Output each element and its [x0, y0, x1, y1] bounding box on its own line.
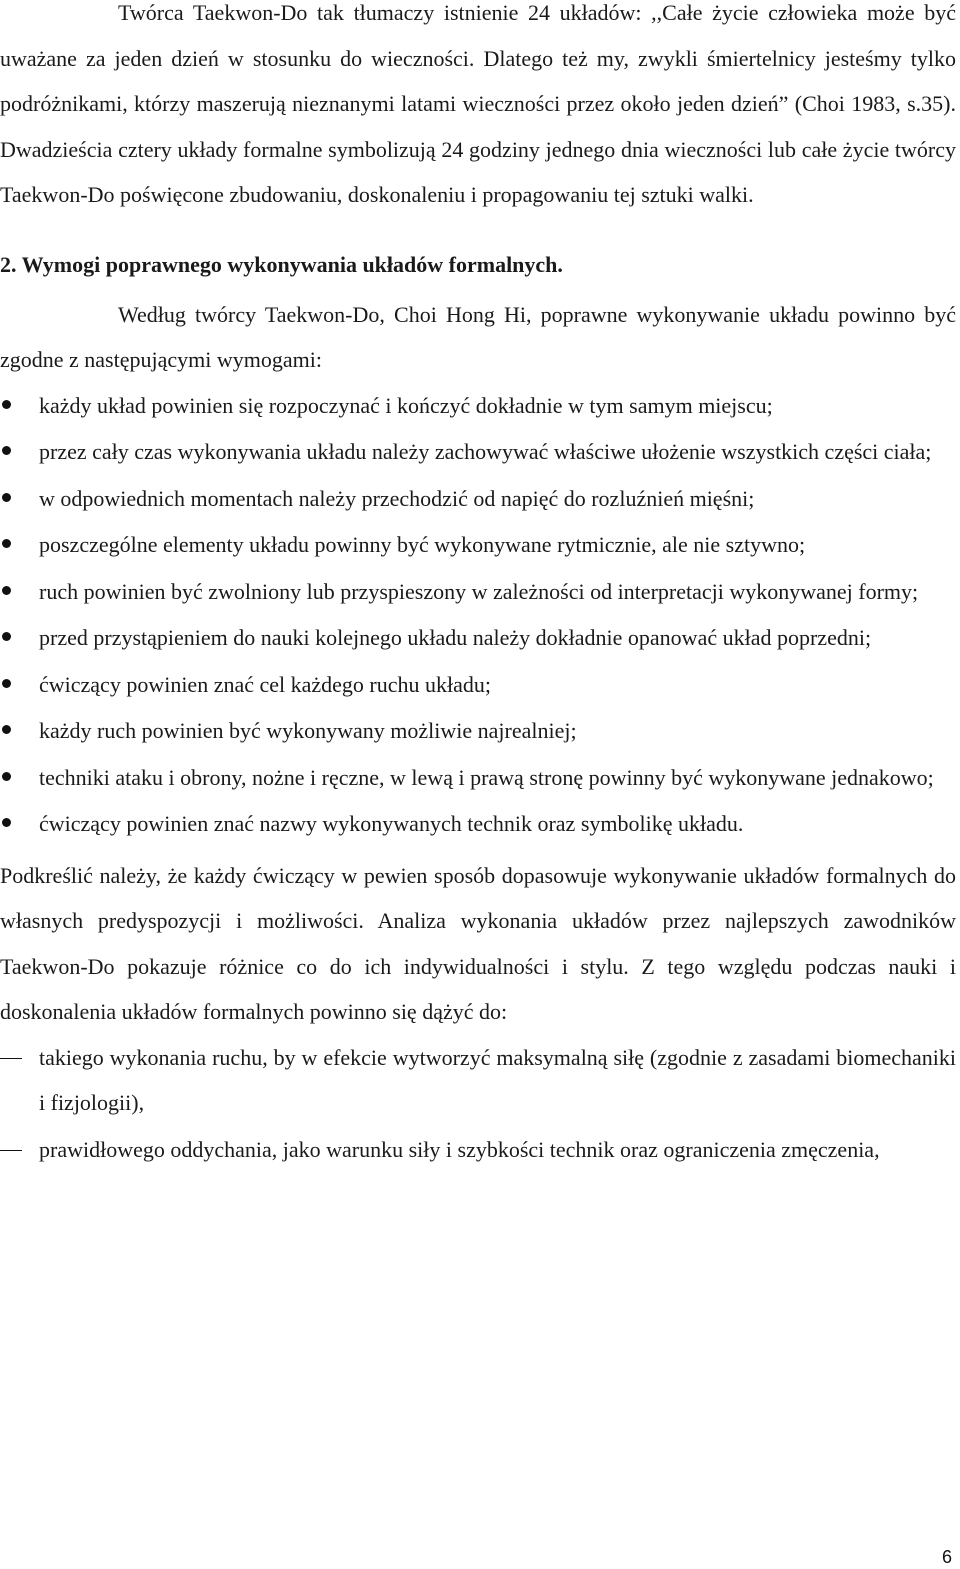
- list-item: [0, 522, 956, 568]
- list-item: [0, 615, 956, 661]
- bullet-icon: [2, 400, 11, 409]
- dash-icon: [0, 1150, 22, 1152]
- list-item-text: ćwiczący powinien znać cel każdego ruchu układu;: [39, 671, 492, 697]
- list-item-text: każdy układ powinien się rozpoczynać i kończyć dokładnie w tym samym miejscu;: [39, 392, 773, 418]
- section-heading: 2. Wymogi poprawnego wykonywania układów formalnych.: [0, 251, 563, 277]
- bullet-icon: [2, 679, 11, 688]
- bullet-icon: [2, 493, 11, 502]
- list-item-text: ćwiczący powinien znać nazwy wykonywanych technik oraz symbolikę układu.: [39, 811, 744, 836]
- bullet-icon: [2, 446, 11, 455]
- list-item: [0, 662, 956, 708]
- list-item: [0, 429, 956, 475]
- list-item-text: techniki ataku i obrony, nożne i ręczne, w lewą i prawą stronę powinny być wykonywane jednakowo;: [39, 764, 934, 790]
- dash-icon: [0, 1058, 22, 1060]
- list-item: [0, 569, 956, 615]
- bullet-icon: [2, 772, 11, 781]
- bullet-icon: [2, 818, 11, 827]
- bullet-icon: [2, 632, 11, 641]
- requirements-list: [0, 383, 956, 847]
- page-number: 6: [941, 1547, 952, 1567]
- list-item: [0, 383, 956, 429]
- paragraph-requirements: Według twórcy Taekwon-Do, Choi Hong Hi, poprawne wykonywanie układu powinno być zgodne z następującymi wymogami:: [0, 301, 956, 372]
- goals-list: [0, 1035, 956, 1173]
- list-item: [0, 476, 956, 522]
- bullet-icon: [2, 586, 11, 595]
- list-item-text: w odpowiednich momentach należy przechodzić od napięć do rozluźnień mięśni;: [39, 485, 755, 511]
- list-item-text: każdy ruch powinien być wykonywany możliwie najrealniej;: [39, 718, 577, 743]
- list-item: [0, 1035, 956, 1126]
- paragraph-individuality: Podkreślić należy, że każdy ćwiczący w pewien sposób dopasowuje wykonywanie układów formalnych do własnych predyspozycji i możliwości. Analiza wykonania układów przez najlepszych zawodników Taekwon-Do pokazuje różnice co do ich indywidualności i stylu. Z tego względu podczas nauki i doskonalenia układów formalnych powinno się dążyć do:: [0, 862, 956, 1024]
- bullet-icon: [2, 725, 11, 734]
- list-item: [0, 755, 956, 801]
- list-item: [0, 801, 956, 847]
- paragraph-intro: Twórca Taekwon-Do tak tłumaczy istnienie 24 układów: ,,Całe życie człowieka może być uważane za jeden dzień w stosunku do wieczności. Dlatego też my, zwykli śmiertelnicy jesteśmy tylko podróżnikami, którzy maszerują nieznanymi latami wieczności przez około jeden dzień” (Choi 1983, s.35). Dwadzieścia cztery układy formalne symbolizują 24 godziny jednego dnia wieczności lub całe życie twórcy Taekwon-Do poświęcone zbudowaniu, doskonaleniu i propagowaniu tej sztuki walki.: [0, 0, 956, 207]
- list-item-text: przez cały czas wykonywania układu należy zachowywać właściwe ułożenie wszystkich części ciała;: [39, 439, 932, 464]
- list-item-text: prawidłowego oddychania, jako warunku siły i szybkości technik oraz ograniczenia zmęczenia,: [39, 1136, 880, 1162]
- list-item: [0, 1127, 956, 1173]
- list-item-text: ruch powinien być zwolniony lub przyspieszony w zależności od interpretacji wykonywanej formy;: [39, 578, 919, 604]
- list-item: [0, 708, 956, 754]
- list-item-text: takiego wykonania ruchu, by w efekcie wytworzyć maksymalną siłę (zgodnie z zasadami biomechaniki i fizjologii),: [39, 1044, 956, 1115]
- list-item-text: poszczególne elementy układu powinny być wykonywane rytmicznie, ale nie sztywno;: [39, 532, 806, 557]
- bullet-icon: [2, 539, 11, 548]
- list-item-text: przed przystąpieniem do nauki kolejnego układu należy dokładnie opanować układ poprzedni;: [39, 625, 872, 650]
